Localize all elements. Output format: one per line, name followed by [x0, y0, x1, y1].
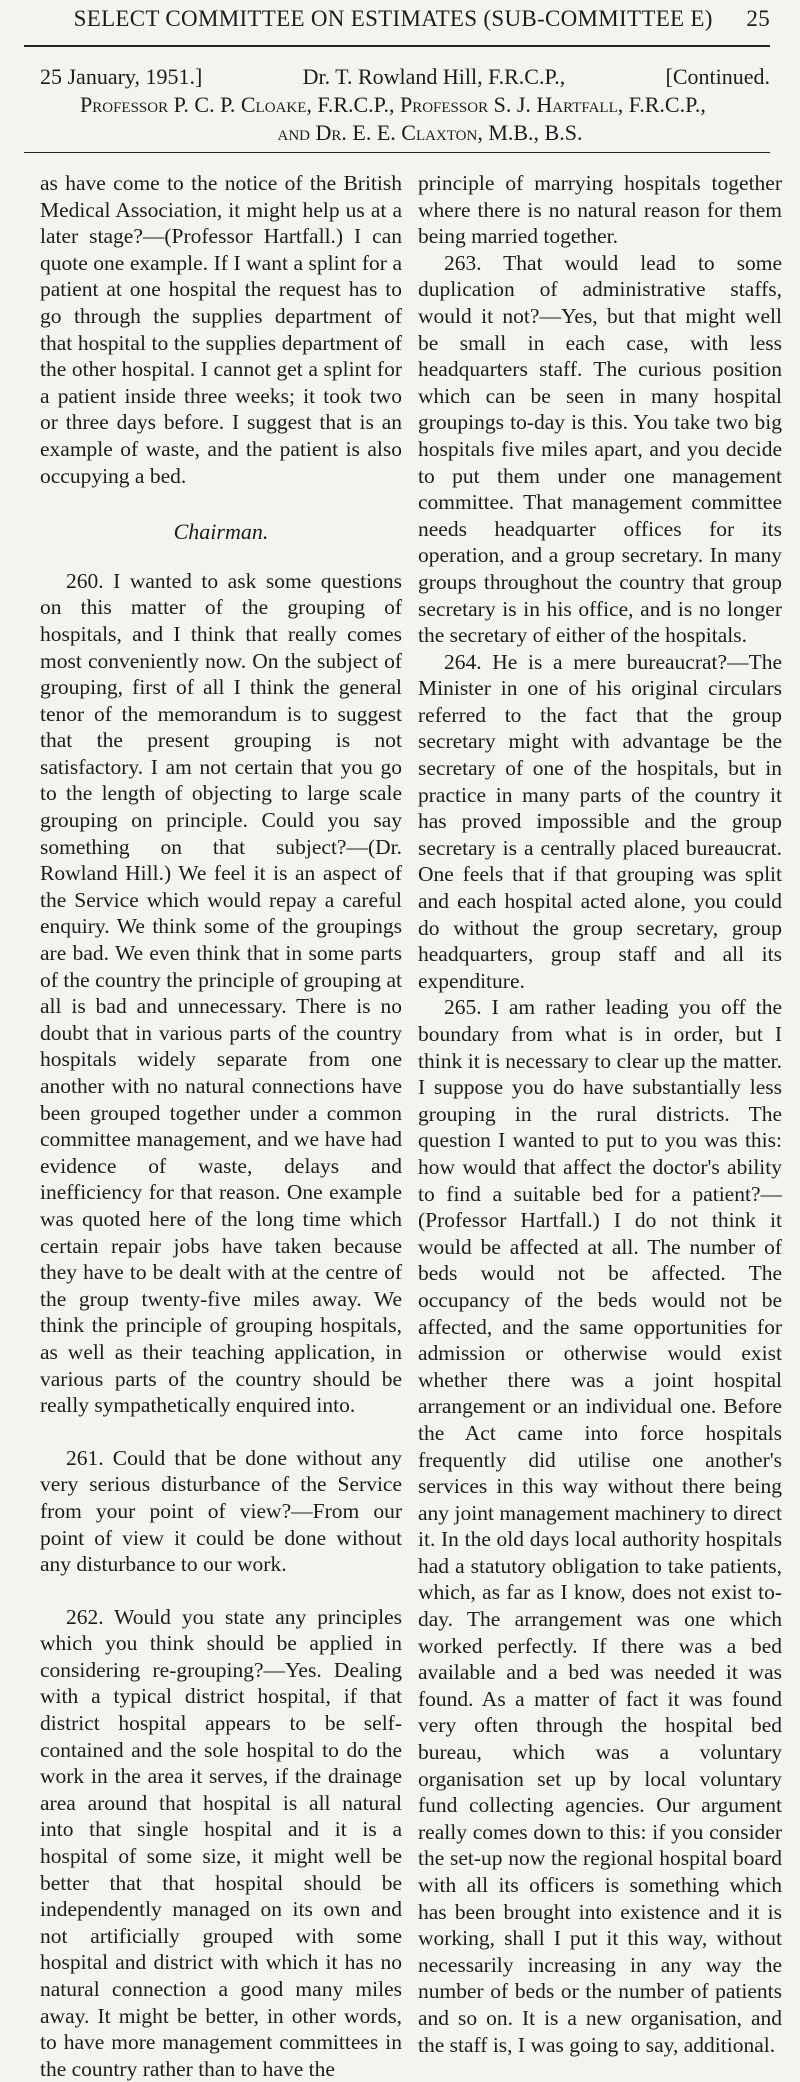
question-260: 260. I wanted to ask some questions on this matter of the grouping of hospitals, and I think that really comes most conveniently now. On the subject of grouping, first of all I think the general tenor of the memorandum is to suggest that the present grouping is not satisfactory. I am not certain that you go to the length of objecting to large scale grouping on principle. Could you say something on that subject?—(Dr. Rowland Hill.) We feel it is an aspect of the Service which would repay a careful enquiry. We think some of the groupings are bad. We even think that in some parts of the country the principle of grouping at all is bad and unnecessary. There is no doubt that in various parts of the country hospitals widely separate from one another with no natural connections have been grouped together under a common committee management, and we have had evidence of waste, delays and inefficiency for that reason. One example was quoted here of the long time which certain repair jobs have taken because they have to be dealt with at the centre of the group twenty-five miles away. We think the principle of grouping hospitals, as well as their teaching application, in various parts of the country should be really sympathetically enquired into. — [40, 568, 402, 1418]
question-263: 263. That would lead to some duplication of administrative staffs, would it not?—Yes, but that might well be small in each case, with less headquarters staff. The curious position which can be seen in many hospital groupings to-day is this. You take two big hospitals five miles apart, and you decide to put them under one management committee. That management committee needs headquarter offices for its operation, and a group secretary. In many groups throughout the country that group secretary is in his office, and is no longer the secretary of either of the hospitals. — [418, 250, 782, 648]
running-head — [40, 6, 770, 32]
header-rule — [24, 152, 770, 153]
paragraph-continuation: as have come to the notice of the British Medical Association, it might help us at a later stage?—(Professor Hartfall.) I can quote one example. If I want a splint for a patient at one hospital the request has to go through the supplies department of that hospital to the supplies department of the other hospital. I cannot get a splint for a patient inside three weeks; it took two or three days before. I suggest that is an example of waste, and the patient is also occupying a bed. — [40, 171, 402, 488]
question-262: 262. Would you state any principles which you think should be applied in considering re-grouping?—Yes. Dealing with a typical district hospital, if that district hospital appears to be self-contained and the sole hospital to do the work in the area it serves, if the drainage area around that hospital is all natural into that single hospital and it is a hospital of some size, it might well be better that that hospital should be independently managed on its own and not artificially grouped with some hospital and district with which it has no natural connection a good many miles away. It might be better, in other words, to have more management committees in the country rather than to have the — [40, 1604, 402, 2081]
question-261: 261. Could that be done without any very serious disturbance of the Service from your point of view?—From our point of view it could be done without any disturbance to our work. — [40, 1445, 402, 1577]
witness-header-line-2: Professor P. C. P. Cloake, F.R.C.P., Professor S. J. Hartfall, F.R.C.P., — [80, 92, 706, 117]
page-number: 25 — [746, 6, 770, 31]
question-265: 265. I am rather leading you off the boundary from what is in order, but I think it is necessary to clear up the matter. I suppose you do have substantially less grouping in the rural districts. The question I wanted to put to you was this: how would that affect the doctor's ability to find a suitable bed for a patient?—(Professor Hartfall.) I do not think it would be affected at all. The number of beds would not be affected. The occupancy of the beds would not be affected, and the same opportunities for admission or otherwise would exist whether there was a joint hospital arrangement or an individual one. Before the Act came into force hospitals frequently did utilise one another's services in this way without there being any joint management machinery to direct it. In the old days local authority hospitals had a statutory obligation to take patients, which, as far as I know, does not exist to-day. The arrangement was one which worked perfectly. If there was a bed available and a bed was needed it was found. As a matter of fact it was found very often through the hospital bed bureau, which was a voluntary organisation set up by local voluntary fund collecting agencies. Our argument really comes down to this: if you consider the set-up now the regional hospital board with all its officers is something which has been brought into existence and it is working, shall I put it this way, without necessarily increasing in any way the number of beds or the number of patients and so on. It is a new organisation, and the staff is, I was going to say, additional. — [418, 995, 782, 2057]
right-column — [418, 170, 782, 2058]
section-heading-chairman: Chairman. — [173, 519, 269, 545]
question-264: 264. He is a mere bureaucrat?—The Minister in one of his original circulars referred to the fact that the group secretary might with advantage be the secretary of one of the hospitals, but in practice in many parts of the country it has proved impossible and the group secretary is a centrally placed bureaucrat. One feels that if that grouping was split and each hospital acted alone, you could do without the group secretary, group headquarters, group staff and all its expenditure. — [418, 649, 782, 993]
question-262-continuation: principle of marrying hospitals together where there is no natural reason for them being married together. — [418, 171, 782, 249]
top-rule — [24, 45, 770, 47]
continued-mark: [Continued. — [665, 64, 770, 89]
session-date: 25 January, 1951.] — [40, 64, 203, 89]
witness-name-1: Dr. T. Rowland Hill, F.R.C.P., — [302, 64, 566, 89]
left-column — [40, 170, 402, 2082]
witness-header-line-3: and Dr. E. E. Claxton, M.B., B.S. — [277, 120, 583, 145]
witness-header-line-1 — [40, 64, 770, 90]
running-title: SELECT COMMITTEE ON ESTIMATES (SUB-COMMITTEE E) — [73, 6, 713, 31]
